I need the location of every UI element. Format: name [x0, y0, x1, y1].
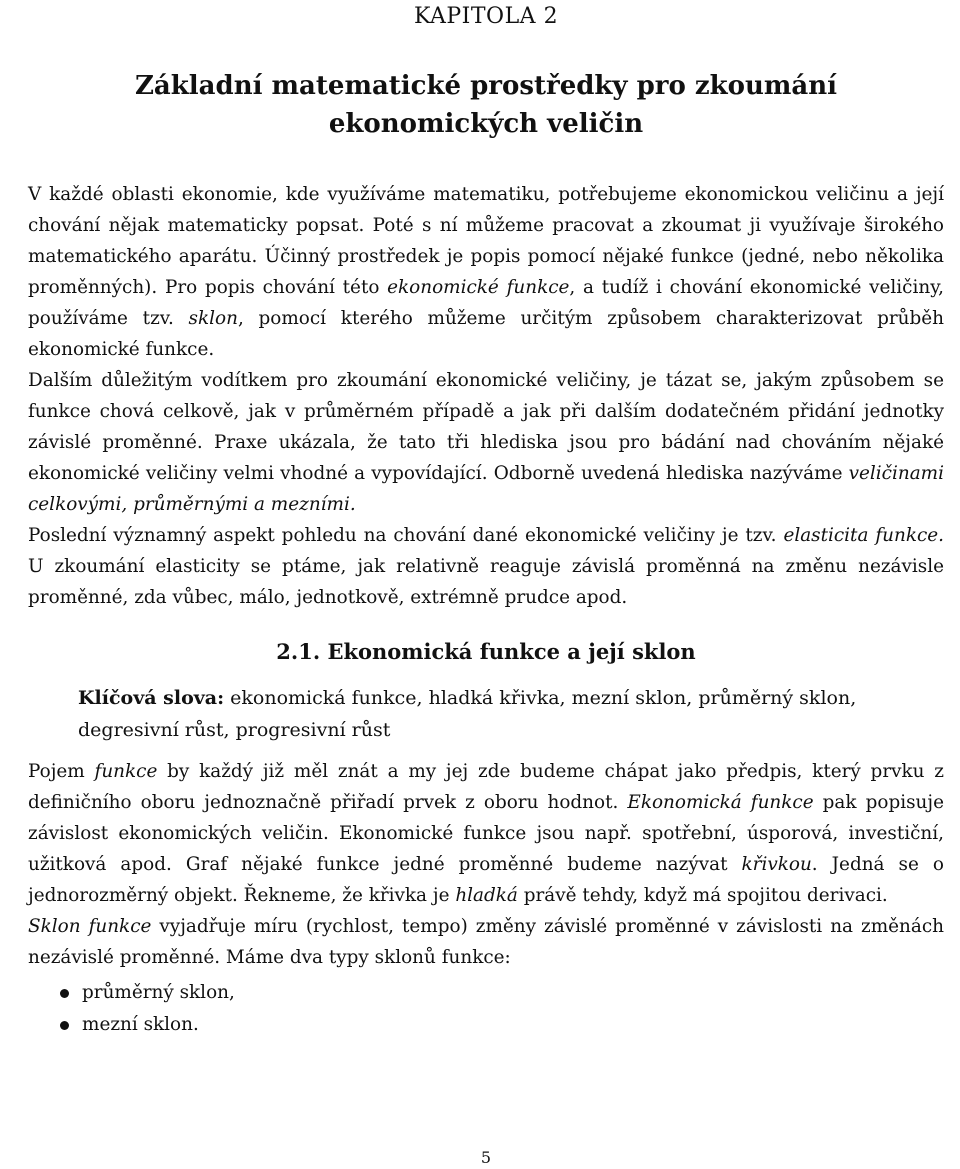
- section-title: 2.1. Ekonomická funkce a její sklon: [276, 639, 696, 664]
- text-run: , pomocí kterého můžeme určitým způsobem charakterizovat průběh ekonomické funkce.: [28, 308, 944, 360]
- section-paragraph-2: [28, 911, 944, 973]
- keywords-label: Klíčová slova:: [78, 687, 225, 709]
- list-item: mezní sklon.: [56, 1009, 944, 1041]
- emphasized-term: křivkou: [741, 854, 812, 875]
- text-run: Pojem: [28, 761, 95, 782]
- chapter-label: KAPITOLA 2: [413, 4, 559, 29]
- text-run: vyjadřuje míru (rychlost, tempo) změny závislé proměnné v závislosti na změnách nezávislé proměnné. Máme dva typy sklonů funkce:: [28, 916, 944, 968]
- text-run: by každý již měl znát a my jej zde budeme chápat jako předpis, který prvku z definičního oboru jednoznačně přiřadí prvek z oboru hodnot.: [28, 761, 944, 813]
- page-number: 5: [480, 1148, 492, 1167]
- text-run: Dalším důležitým vodítkem pro zkoumání ekonomické veličiny, je tázat se, jakým způsobem se funkce chová celkově, jak v průměrném případě a jak při dalším dodatečném přidání jednotky závislé proměnné. Praxe ukázala, že tato tři hlediska jsou pro bádání nad chováním nějaké ekonomické veličiny velmi vhodné a vypovídající. Odborně uvedená hlediska nazýváme: [28, 370, 944, 484]
- emphasized-term: sklon: [188, 308, 238, 329]
- text-run: , a tudíž i chování ekonomické veličiny, používáme tzv.: [28, 277, 944, 329]
- text-run: Poslední významný aspekt pohledu na chování dané ekonomické veličiny je tzv.: [28, 525, 784, 546]
- text-run: pak popisuje závislost ekonomických veličin. Ekonomické funkce jsou např. spotřební, úsporová, investiční, užitková apod. Graf nějaké funkce jedné proměnné budeme nazývat: [28, 792, 944, 875]
- emphasized-term: Ekonomická funkce: [627, 792, 814, 813]
- intro-paragraph-2: [28, 365, 944, 520]
- bullet-icon: [60, 1021, 69, 1030]
- text-run: V každé oblasti ekonomie, kde využíváme matematiku, potřebujeme ekonomickou veličinu a její chování nějak matematicky popsat. Poté s ní můžeme pracovat a zkoumat ji využívaje širokého matematického aparátu. Účinný prostředek je popis pomocí nějaké funkce (jedné, nebo několika proměnných). Pro popis chování této: [28, 184, 944, 298]
- emphasized-term: veličinami celkovými, průměrnými a mezními.: [28, 463, 944, 515]
- emphasized-term: ekonomické funkce: [387, 277, 570, 298]
- emphasized-term: funkce: [94, 761, 158, 782]
- page: [28, 0, 944, 1169]
- intro-paragraph-3: [28, 520, 944, 613]
- text-run: . Jedná se o jednorozměrný objekt. Řekneme, že křivka je: [28, 854, 944, 906]
- keywords-text: ekonomická funkce, hladká křivka, mezní sklon, průměrný sklon, degresivní růst, progresivní růst: [78, 687, 857, 741]
- intro-paragraph-1: [28, 179, 944, 365]
- emphasized-term: Sklon funkce: [28, 916, 152, 937]
- emphasized-term: elasticita funkce.: [783, 525, 944, 546]
- emphasized-term: hladká: [455, 885, 518, 906]
- text-run: právě tehdy, když má spojitou derivaci.: [517, 885, 888, 906]
- text-run: U zkoumání elasticity se ptáme, jak relativně reaguje závislá proměnná na změnu nezávisle proměnné, zda vůbec, málo, jednotkově, extrémně prudce apod.: [28, 556, 944, 608]
- keywords: [78, 682, 898, 746]
- bullet-icon: [60, 989, 69, 998]
- slope-types-list: [28, 977, 944, 1041]
- chapter-title: Základní matematické prostředky pro zkoumání ekonomických veličin: [134, 71, 838, 139]
- section-paragraph-1: [28, 756, 944, 911]
- list-item: průměrný sklon,: [56, 977, 944, 1009]
